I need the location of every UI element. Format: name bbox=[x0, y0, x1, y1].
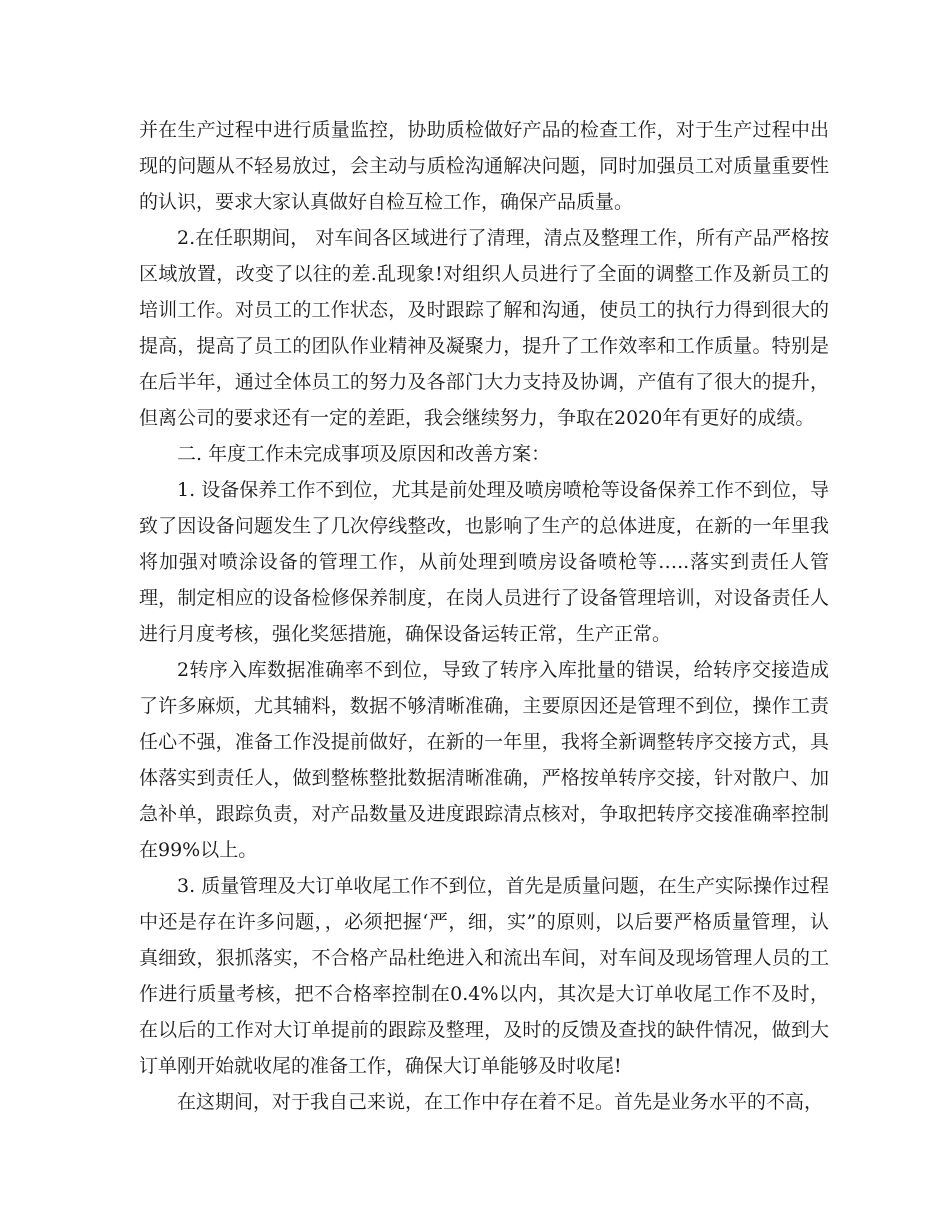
section-heading-unfinished-items: 二. 年度工作未完成事项及原因和改善方案： bbox=[177, 443, 551, 465]
paragraph-item-2-workshop: 2.在任职期间， 对车间各区域进行了清理，清点及整理工作，所有产品严格按区域放置，改变了以往的差.乱现象!对组织人员进行了全面的调整工作及新员工的培训工作。对员工的工作状态，及时跟踪了解和沟通，使员工的执行力得到很大的提高，提高了员工的团队作业精神及凝聚力，提升了工作效率和工作质量。特别是在后半年，通过全体员工的努力及各部门大力支持及协调，产值有了很大的提升，但离公司的要求还有一定的差距，我会继续努力，争取在2020年有更好的成绩。 bbox=[139, 227, 829, 429]
paragraph-self-assessment: 在这期间，对于我自己来说，在工作中存在着不足。首先是业务水平的不高， bbox=[177, 1091, 824, 1113]
paragraph-quality-monitoring: 并在生产过程中进行质量监控，协助质检做好产品的检查工作，对于生产过程中出现的问题从不轻易放过，会主动与质检沟通解决问题，同时加强员工对质量重要性的认识，要求大家认真做好自检互检工作，确保产品质量。 bbox=[139, 119, 829, 213]
paragraph-item-2-transfer: 2转序入库数据准确率不到位，导致了转序入库批量的错误，给转序交接造成了许多麻烦，尤其辅料，数据不够清晰准确，主要原因还是管理不到位，操作工责任心不强，准备工作没提前做好，在新的一年里，我将全新调整转序交接方式，具体落实到责任人，做到整栋整批数据清晰准确，严格按单转序交接，针对散户、加急补单，跟踪负责，对产品数量及进度跟踪清点核对，争取把转序交接准确率控制在99%以上。 bbox=[139, 659, 829, 861]
document-body bbox=[139, 112, 829, 1120]
paragraph-item-1-equipment: 1. 设备保养工作不到位，尤其是前处理及喷房喷枪等设备保养工作不到位，导致了因设备问题发生了几次停线整改，也影响了生产的总体进度，在新的一年里我将加强对喷涂设备的管理工作，从前处理到喷房设备喷枪等…..落实到责任人管理，制定相应的设备检修保养制度，在岗人员进行了设备管理培训，对设备责任人进行月度考核，强化奖惩措施，确保设备运转正常，生产正常。 bbox=[139, 479, 829, 645]
paragraph-item-3-quality: 3. 质量管理及大订单收尾工作不到位，首先是质量问题，在生产实际操作过程中还是存在许多问题，，必须把握‘严，细，实”的原则，以后要严格质量管理，认真细致，狠抓落实，不合格产品杜绝进入和流出车间，对车间及现场管理人员的工作进行质量考核，把不合格率控制在0.4%以内，其次是大订单收尾工作不及时，在以后的工作对大订单提前的跟踪及整理，及时的反馈及查找的缺件情况，做到大订单刚开始就收尾的准备工作，确保大订单能够及时收尾! bbox=[139, 875, 829, 1077]
